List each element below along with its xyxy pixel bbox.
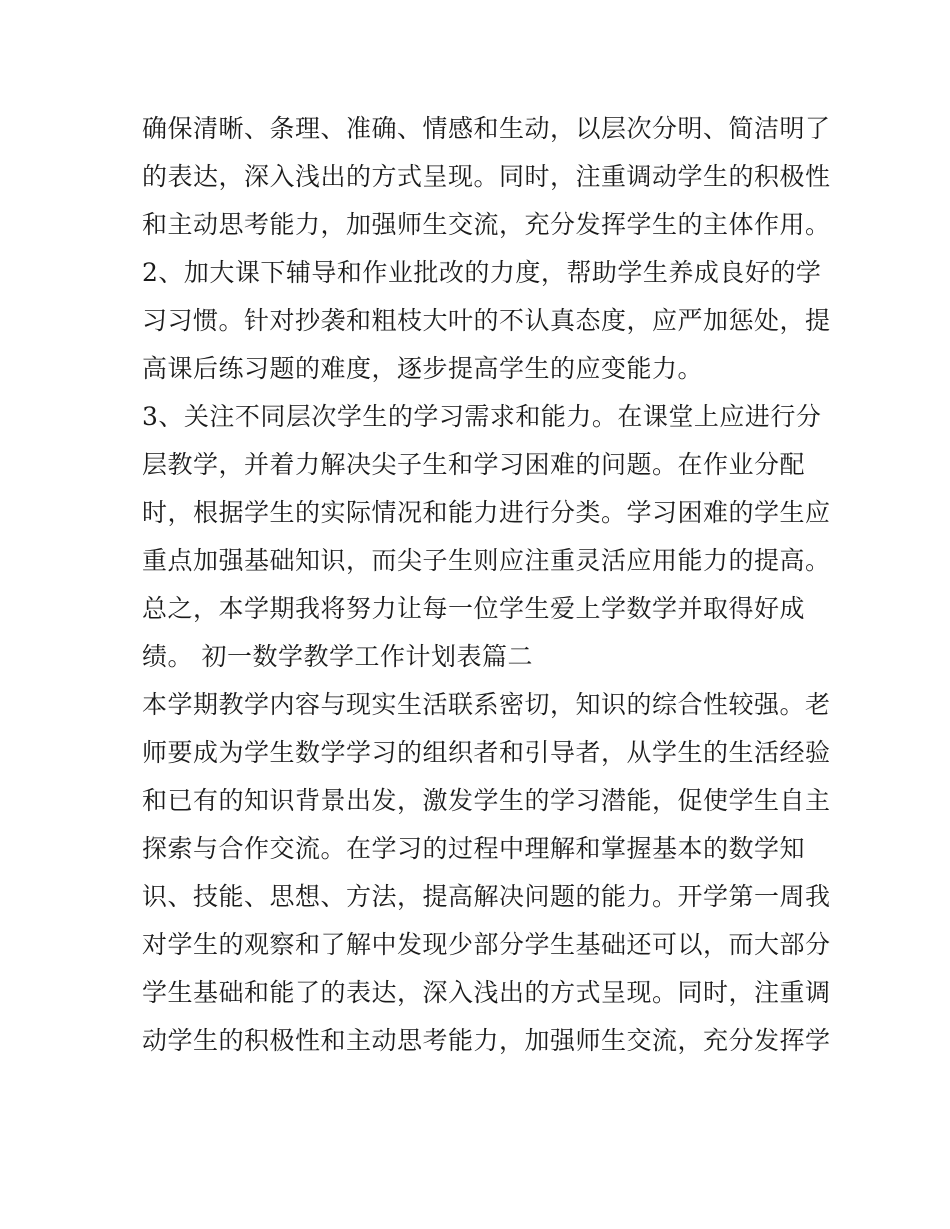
document-body (142, 105, 831, 1065)
text-line: 对学生的观察和了解中发现少部分学生基础还可以，而大部分 (142, 930, 831, 959)
text-line: 时，根据学生的实际情况和能力进行分类。学习困难的学生应 (142, 498, 831, 527)
text-line: 动学生的积极性和主动思考能力，加强师生交流，充分发挥学 (142, 1026, 831, 1055)
text-line: 高课后练习题的难度，逐步提高学生的应变能力。 (142, 354, 704, 383)
text-line: 的表达，深入浅出的方式呈现。同时，注重调动学生的积极性 (142, 162, 831, 191)
text-line: 2、加大课下辅导和作业批改的力度，帮助学生养成良好的学 (142, 258, 822, 287)
text-line: 探索与合作交流。在学习的过程中理解和掌握基本的数学知 (142, 834, 806, 863)
text-line: 师要成为学生数学学习的组织者和引导者，从学生的生活经验 (142, 738, 831, 767)
text-line: 识、技能、思想、方法，提高解决问题的能力。开学第一周我 (142, 882, 831, 911)
text-line: 3、关注不同层次学生的学习需求和能力。在课堂上应进行分 (142, 402, 822, 431)
text-line: 和已有的知识背景出发，激发学生的学习潜能，促使学生自主 (142, 786, 831, 815)
text-line: 重点加强基础知识，而尖子生则应注重灵活应用能力的提高。 (142, 546, 831, 575)
text-line: 本学期教学内容与现实生活联系密切，知识的综合性较强。老 (142, 690, 831, 719)
section-heading-line: 绩。 初一数学教学工作计划表篇二 (142, 642, 533, 671)
text-line: 和主动思考能力，加强师生交流，充分发挥学生的主体作用。 (142, 210, 831, 239)
text-line: 确保清晰、条理、准确、情感和生动，以层次分明、简洁明了 (142, 114, 831, 143)
text-line: 层教学，并着力解决尖子生和学习困难的问题。在作业分配 (142, 450, 806, 479)
text-line: 学生基础和能了的表达，深入浅出的方式呈现。同时，注重调 (142, 978, 831, 1007)
text-line: 总之，本学期我将努力让每一位学生爱上学数学并取得好成 (142, 594, 806, 623)
text-line: 习习惯。针对抄袭和粗枝大叶的不认真态度，应严加惩处，提 (142, 306, 831, 335)
